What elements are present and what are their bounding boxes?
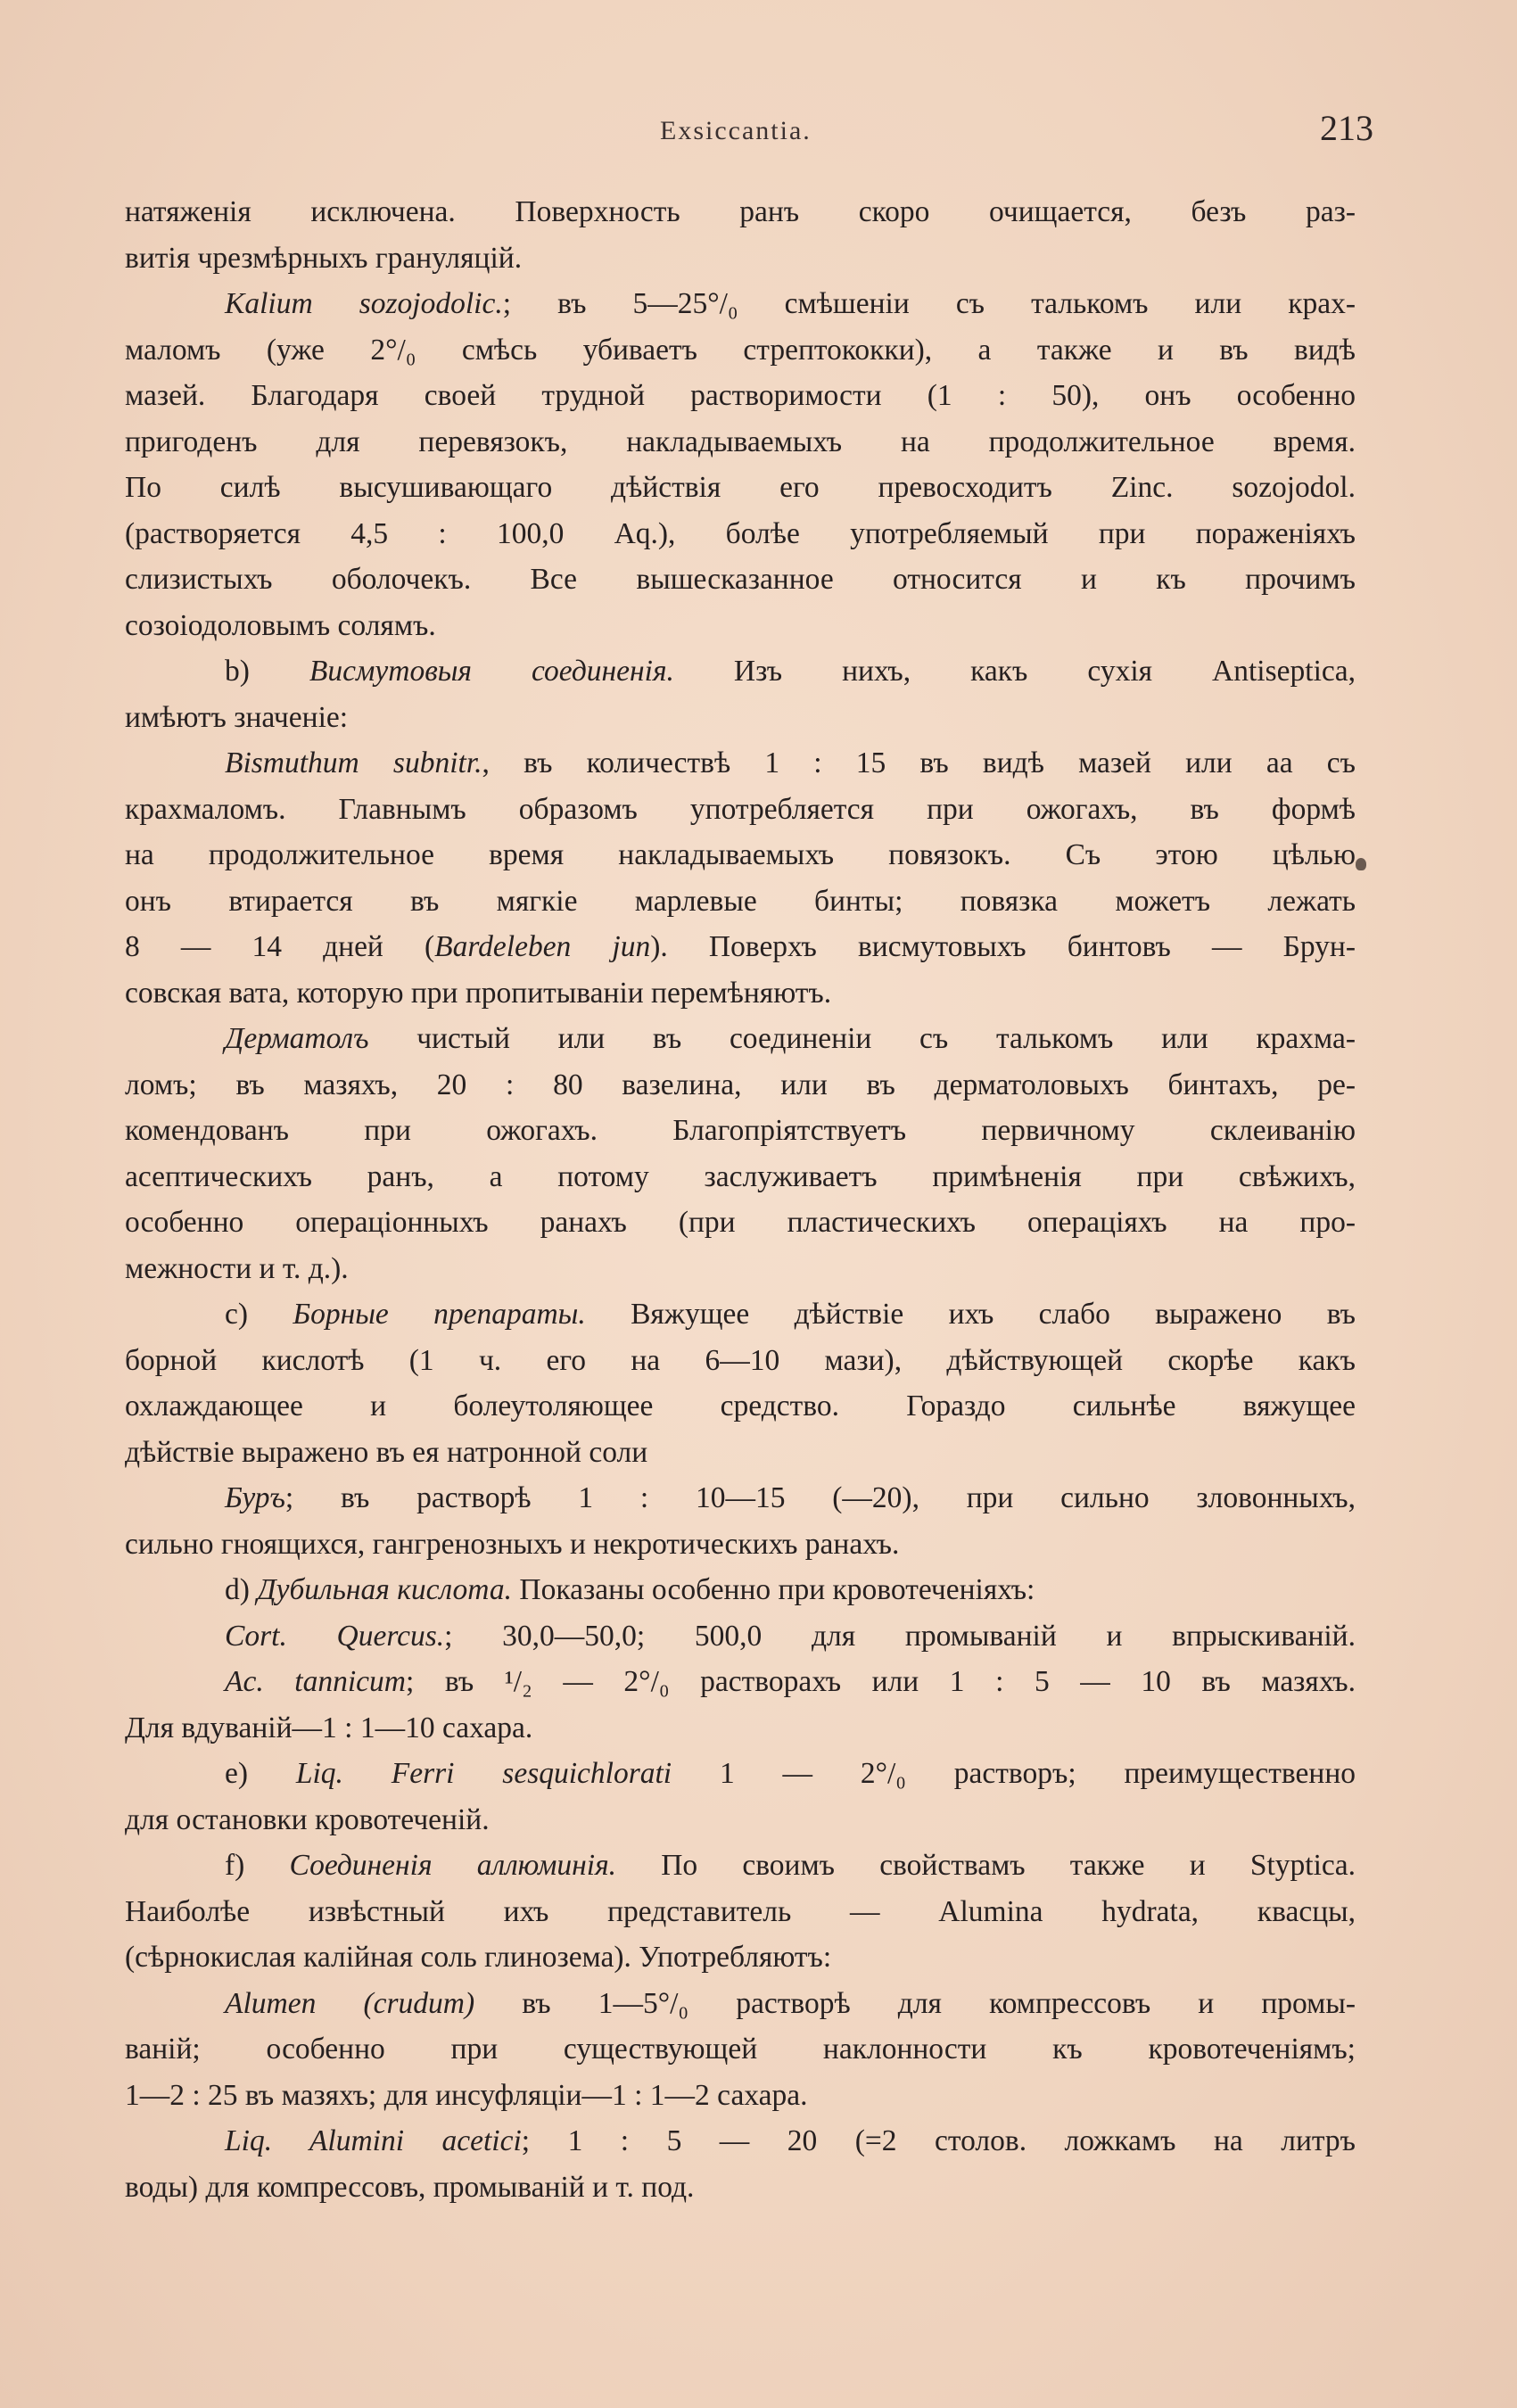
text-line: мазей. Благодаря своей трудной растворимости (1 : 50), онъ особенно — [125, 379, 1356, 412]
text-line: комендованъ при ожогахъ. Благопріятствуетъ первичному склеиванію — [125, 1114, 1356, 1147]
text-line: Наиболѣе извѣстный ихъ представитель — Alumina hydrata, квасцы, — [125, 1894, 1356, 1928]
text-line: борной кислотѣ (1 ч. его на 6—10 мази), дѣйствующей скорѣе какъ — [125, 1343, 1356, 1377]
text-line: асептическихъ ранъ, а потому заслуживаетъ примѣненія при свѣжихъ, — [125, 1159, 1356, 1193]
text-line: Liq. Aluminі acetici; 1 : 5 — 20 (=2 столов. ложкамъ на литръ — [225, 2124, 1356, 2157]
text-line: крахмаломъ. Главнымъ образомъ употребляется при ожогахъ, въ формѣ — [125, 792, 1356, 826]
text-line: воды) для компрессовъ, промываній и т. под. — [125, 2170, 695, 2204]
text-line: сильно гноящихся, гангренозныхъ и некротическихъ ранахъ. — [125, 1527, 900, 1561]
text-line: Ac. tannicum; въ ¹/₂ — 2°/₀ растворахъ или 1 : 5 — 10 въ мазяхъ. — [225, 1665, 1356, 1698]
page-header — [125, 105, 1373, 159]
text-line: онъ втирается въ мягкіе марлевые бинты; повязка можетъ лежать — [125, 884, 1356, 918]
text-line: имѣютъ значеніе: — [125, 700, 349, 734]
text-line: По силѣ высушивающаго дѣйствія его превосходитъ Zinc. sozojodol. — [125, 471, 1356, 504]
text-line: (сѣрнокислая калійная соль глинозема). Употребляютъ: — [125, 1941, 832, 1974]
text-line: 1—2 : 25 въ мазяхъ; для инсуфляціи—1 : 1—2 сахара. — [125, 2078, 808, 2112]
text-line: слизистыхъ оболочекъ. Все вышесказанное относится и къ прочимъ — [125, 563, 1356, 596]
text-line: особенно операціонныхъ ранахъ (при пластическихъ операціяхъ на про- — [125, 1206, 1356, 1239]
text-line: c) Борные препараты. Вяжущее дѣйствіе ихъ слабо выражено въ — [225, 1298, 1356, 1331]
text-line: на продолжительное время накладываемыхъ повязокъ. Съ этою цѣлью — [125, 838, 1356, 871]
text-line: для остановки кровотеченій. — [125, 1802, 490, 1836]
text-line: созоіодоловымъ солямъ. — [125, 608, 436, 642]
text-line: Alumen (crudum) въ 1—5°/₀ растворѣ для компрессовъ и промы- — [225, 1986, 1356, 2020]
text-line: (растворяется 4,5 : 100,0 Aq.), болѣе употребляемый при пораженіяхъ — [125, 516, 1356, 550]
text-line: натяженія исключена. Поверхность ранъ скоро очищается, безъ раз- — [125, 195, 1356, 228]
text-line: f) Соединенія аллюминія. По своимъ свойствамъ также и Styptica. — [225, 1849, 1356, 1882]
running-title: Exsiccantia. — [660, 116, 812, 145]
page-number: 213 — [1320, 108, 1373, 148]
text-line: e) Liq. Ferri sesquichlorati 1 — 2°/₀ растворъ; преимущественно — [225, 1757, 1356, 1790]
body-text — [125, 189, 1356, 2210]
text-line: дѣйствіе выражено въ ея натронной соли — [125, 1435, 648, 1469]
text-line: Для вдуваній—1 : 1—10 сахара. — [125, 1711, 533, 1744]
text-line: b) Висмутовыя соединенія. Изъ нихъ, какъ сухія Antiseptica, — [225, 655, 1356, 688]
text-line: охлаждающее и болеутоляющее средство. Гораздо сильнѣе вяжущее — [125, 1390, 1356, 1423]
text-line: маломъ (уже 2°/₀ смѣсь убиваетъ стрептококки), а также и въ видѣ — [125, 333, 1356, 367]
text-line: межности и т. д.). — [125, 1251, 349, 1285]
text-line: совская вата, которую при пропитываніи перемѣняютъ. — [125, 976, 832, 1010]
text-line: 8 — 14 дней (Bardeleben jun). Поверхъ висмутовыхъ бинтовъ — Брун- — [125, 930, 1356, 963]
text-line: Буръ; въ растворѣ 1 : 10—15 (—20), при сильно зловонныхъ, — [225, 1481, 1356, 1514]
text-line: Bismuthum subnitr., въ количествѣ 1 : 15 въ видѣ мазей или aa съ — [225, 746, 1356, 779]
text-line: витія чрезмѣрныхъ грануляцій. — [125, 241, 523, 275]
ink-spot-mark — [1356, 858, 1366, 870]
text-line: Дерматолъ чистый или въ соединеніи съ талькомъ или крахма- — [225, 1022, 1356, 1055]
text-line: Kalium sozojodolic.; въ 5—25°/₀ смѣшеніи съ талькомъ или крах- — [225, 287, 1356, 320]
text-line: пригоденъ для перевязокъ, накладываемыхъ на продолжительное время. — [125, 425, 1356, 458]
text-line: ломъ; въ мазяхъ, 20 : 80 вазелина, или въ дерматоловыхъ бинтахъ, ре- — [125, 1068, 1356, 1101]
text-line: ваній; особенно при существующей наклонности къ кровотеченіямъ; — [125, 2033, 1356, 2066]
text-line: d) Дубильная кислота. Показаны особенно при кровотеченіяхъ: — [225, 1573, 1035, 1606]
text-line: Cort. Quercus.; 30,0—50,0; 500,0 для промываній и впрыскиваній. — [225, 1619, 1356, 1653]
